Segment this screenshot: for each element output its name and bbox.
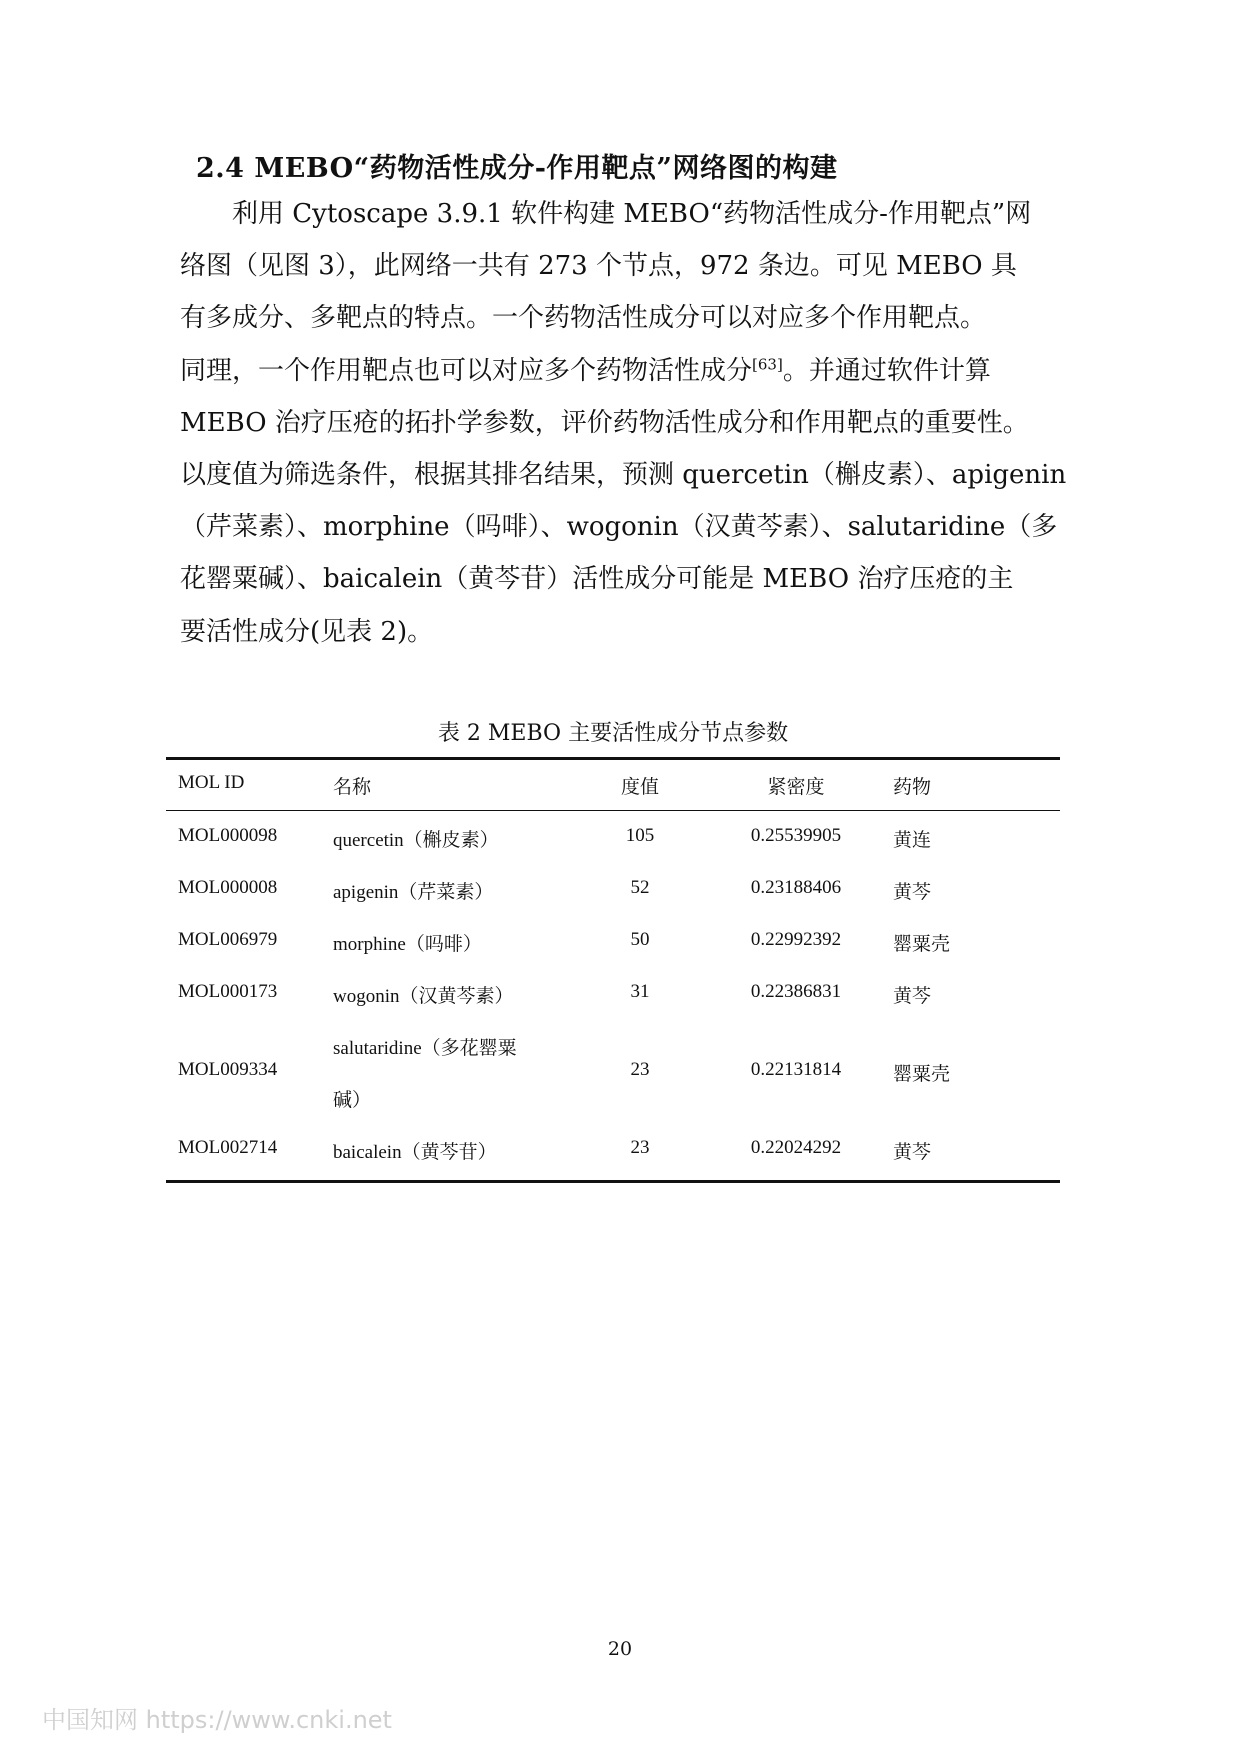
paragraph-text: 同理，一个作用靶点也可以对应多个药物活性成分 [180,355,753,386]
row1-mol-id: MOL000098 [178,825,278,846]
table-header-rule [166,810,1060,811]
paragraph-line [180,345,1106,397]
row1-degree: 105 [625,825,655,846]
row2-name: apigenin（芹菜素） [333,882,494,903]
row3-closeness: 0.22992392 [750,929,842,950]
row5-drug: 罂粟壳 [893,1064,951,1085]
table-caption: 表 2 MEBO 主要活性成分节点参数 [437,721,789,746]
row6-closeness: 0.22024292 [750,1137,842,1158]
row4-degree: 31 [630,981,650,1002]
row1-drug: 黄连 [893,830,932,851]
row6-name: baicalein（黄芩苷） [333,1142,497,1163]
row2-closeness: 0.23188406 [750,877,842,898]
row1-closeness: 0.25539905 [750,825,842,846]
row5-degree: 23 [630,1059,650,1080]
header-degree: 度值 [620,777,659,798]
paragraph-line: MEBO 治疗压疮的拓扑学参数，评价药物活性成分和作用靶点的重要性。 [180,407,1029,438]
paragraph-line: 络图（见图 3），此网络一共有 273 个节点，972 条边。可见 MEBO 具 [180,251,1017,282]
citation-ref[interactable]: [63] [752,354,783,373]
row6-degree: 23 [630,1137,650,1158]
paragraph-line: 利用 Cytoscape 3.9.1 软件构建 MEBO“药物活性成分-作用靶点”网 [232,199,1032,229]
row4-drug: 黄芩 [893,986,932,1007]
page-number: 20 [607,1638,633,1660]
header-mol-id: MOL ID [178,772,245,793]
row2-degree: 52 [630,877,650,898]
paragraph-line: 要活性成分(见表 2)。 [180,616,434,647]
row4-name: wogonin（汉黄芩素） [333,986,514,1007]
row5-mol-id: MOL009334 [178,1059,278,1080]
section-heading: 2.4 MEBO“药物活性成分-作用靶点”网络图的构建 [196,153,838,184]
paragraph-line: 以度值为筛选条件，根据其排名结果，预测 quercetin（槲皮素）、apigenin [180,460,1067,491]
paragraph-line: （芹菜素）、morphine（吗啡）、wogonin（汉黄芩素）、salutaridine（多 [180,512,1058,543]
header-name: 名称 [333,777,372,798]
row3-mol-id: MOL006979 [178,929,278,950]
row5-name-line2: 碱） [333,1090,372,1111]
paragraph-text: 。并通过软件计算 [782,355,991,386]
row6-drug: 黄芩 [893,1142,932,1163]
header-drug: 药物 [893,777,932,798]
body-paragraph [180,188,1106,658]
cnki-watermark: 中国知网 https://www.cnki.net [42,1706,392,1734]
row3-name: morphine（吗啡） [333,934,482,955]
row2-drug: 黄芩 [893,882,932,903]
paragraph-line: 有多成分、多靶点的特点。一个药物活性成分可以对应多个作用靶点。 [180,303,987,334]
row5-closeness: 0.22131814 [750,1059,842,1080]
row3-degree: 50 [630,929,650,950]
row5-name-line1: salutaridine（多花罂粟 [333,1038,517,1059]
row4-closeness: 0.22386831 [750,981,842,1002]
row1-name: quercetin（槲皮素） [333,830,499,851]
table-top-rule [166,757,1060,760]
row6-mol-id: MOL002714 [178,1137,278,1158]
header-closeness: 紧密度 [767,777,825,798]
row2-mol-id: MOL000008 [178,877,278,898]
table-bottom-rule [166,1180,1060,1183]
paragraph-line: 花罂粟碱）、baicalein（黄芩苷）活性成分可能是 MEBO 治疗压疮的主 [180,564,1014,595]
row3-drug: 罂粟壳 [893,934,951,955]
row4-mol-id: MOL000173 [178,981,278,1002]
